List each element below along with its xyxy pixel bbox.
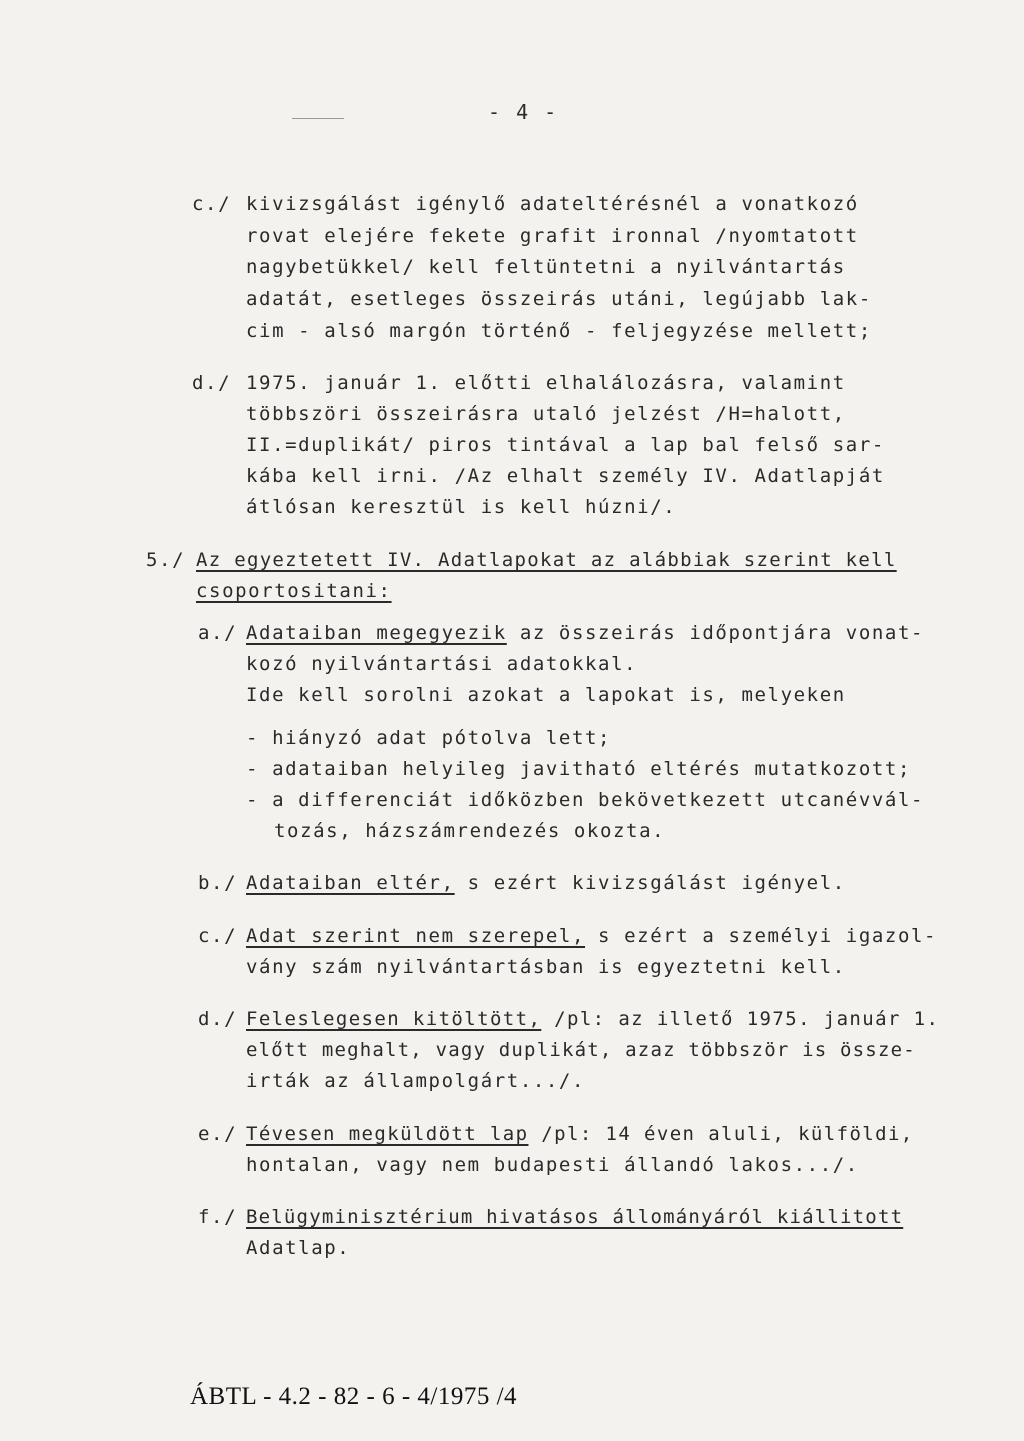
list-marker: c./: [198, 925, 238, 947]
item-b-line: [246, 874, 846, 893]
list-marker: d./: [198, 1008, 238, 1030]
item-text: s ezért kivizsgálást igényel.: [454, 872, 846, 894]
archive-reference: ÁBTL - 4.2 - 82 - 6 - 4/1975 /4: [190, 1383, 518, 1410]
text-line: Adatlap.: [246, 1237, 351, 1259]
item-text: /pl: 14 éven aluli, külföldi,: [528, 1123, 914, 1145]
item-e-line: [246, 1125, 914, 1144]
item-a-line: [246, 624, 924, 643]
page-number: - 4 -: [488, 100, 559, 124]
item-heading: Tévesen megküldött lap: [246, 1123, 529, 1145]
section-number: 5./: [146, 549, 186, 571]
list-marker: d./: [192, 372, 232, 394]
section-heading: Az egyeztetett IV. Adatlapokat az alábbiak szerint kell: [196, 549, 897, 571]
item-text: az összeirás időpontjára vonat-: [506, 622, 925, 644]
text-line: cim - alsó margón történő - feljegyzése mellett;: [246, 320, 872, 342]
text-line: kozó nyilvántartási adatokkal.: [246, 653, 638, 675]
text-line: 1975. január 1. előtti elhalálozásra, valamint: [246, 372, 846, 394]
item-c-line: [246, 927, 937, 946]
text-line: hontalan, vagy nem budapesti állandó lakos.../.: [246, 1154, 859, 1176]
list-marker: a./: [198, 622, 238, 644]
bullet-item: - adataiban helyileg javitható eltérés mutatkozott;: [246, 758, 911, 780]
text-line: többszöri összeirásra utaló jelzést /H=halott,: [246, 403, 846, 425]
text-line: adatát, esetleges összeirás utáni, legújabb lak-: [246, 288, 872, 310]
text-line: tozás, házszámrendezés okozta.: [274, 820, 666, 842]
item-d-line: [246, 1010, 939, 1029]
text-line: rovat elejére fekete grafit ironnal /nyomtatott: [246, 225, 859, 247]
section-heading: csoportositani:: [196, 580, 392, 602]
text-line: kivizsgálást igénylő adateltérésnél a vonatkozó: [246, 193, 859, 215]
list-marker: f./: [198, 1206, 238, 1228]
list-marker: b./: [198, 872, 238, 894]
text-line: Ide kell sorolni azokat a lapokat is, melyeken: [246, 684, 846, 706]
scan-mark: [292, 118, 344, 119]
bullet-item: - a differenciát időközben bekövetkezett utcanévvál-: [246, 789, 925, 811]
text-line: vány szám nyilvántartásban is egyeztetni kell.: [246, 956, 846, 978]
item-heading: Adataiban megegyezik: [246, 622, 507, 644]
item-text: /pl: az illető 1975. január 1.: [541, 1008, 940, 1030]
text-line: II.=duplikát/ piros tintával a lap bal felső sar-: [246, 434, 885, 456]
list-marker: e./: [198, 1123, 238, 1145]
bullet-item: - hiányzó adat pótolva lett;: [246, 727, 612, 749]
text-line: előtt meghalt, vagy duplikát, azaz többször is össze-: [246, 1039, 916, 1061]
item-text: s ezért a személyi igazol-: [585, 925, 938, 947]
text-line: átlósan keresztül is kell húzni/.: [246, 496, 677, 518]
item-heading: Adataiban eltér,: [246, 872, 455, 894]
list-marker: c./: [192, 193, 232, 215]
item-heading: Feleslegesen kitöltött,: [246, 1008, 542, 1030]
item-heading: Adat szerint nem szerepel,: [246, 925, 586, 947]
text-line: irták az állampolgárt.../.: [246, 1070, 586, 1092]
text-line: kába kell irni. /Az elhalt személy IV. Adatlapját: [246, 465, 885, 487]
item-heading: Belügyminisztérium hivatásos állományáról kiállitott: [246, 1206, 904, 1228]
text-line: nagybetükkel/ kell feltüntetni a nyilvántartás: [246, 256, 846, 278]
